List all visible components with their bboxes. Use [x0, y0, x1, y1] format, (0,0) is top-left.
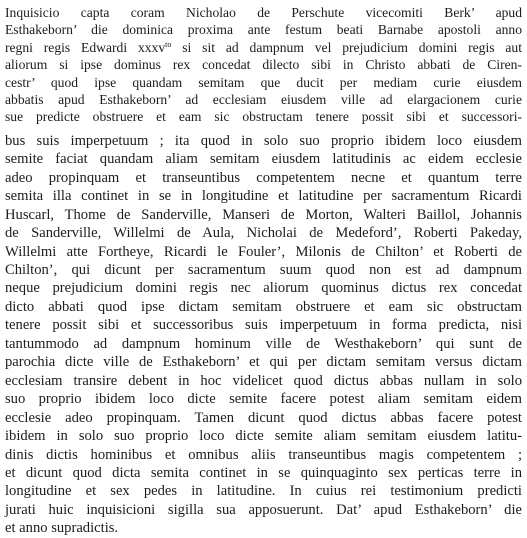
text-line: ecclesiam transire debent in hoc videlicet quod dictus abbas nullam in solo: [5, 372, 522, 389]
text-line: ibidem in solo suo proprio loco dicte semite aliam semitam eiusdem latitu-: [5, 428, 522, 445]
text-line: parochia dicte ville de Esthakeborn’ et qui per dictam semitam versus dictam: [5, 354, 522, 371]
text-line: suo proprio ibidem loco dicte semite facere potest aliam semitam eidem: [5, 391, 522, 408]
text-line: Inquisicio capta coram Nicholao de Perschute vicecomiti Berk’ apud: [5, 5, 522, 20]
document-page: [5, 4, 522, 538]
text-line: tantummodo ad dampnum hominum ville de Westhakeborn’ qui sunt de: [5, 335, 522, 352]
text-line: [5, 39, 522, 56]
text-line: adeo propinquam et transeuntibus competentem necne et quantum terre: [5, 169, 522, 186]
text-line: neque prejudicium domini regis nec aliorum quominus dictus rex concedat: [5, 280, 522, 297]
text-line: Willelmi atte Fortheye, Ricardi le Fouler’, Milonis de Chilton’ et Roberti de: [5, 243, 522, 260]
text-line: semite faciat quandam aliam semitam eiusdem latitudinis ac eidem ecclesie: [5, 151, 522, 168]
text-fragment: regni regis Edwardi xxxv: [5, 39, 166, 55]
text-line: Esthakeborn’ die dominica proxima ante festum beati Barnabe apostoli anno: [5, 22, 522, 38]
text-line: ecclesie adeo propinquam. Tamen dicunt quod dictus abbas facere potest: [5, 409, 522, 426]
text-line: Chilton’, qui dicunt per sacramentum suum quod non est ad dampnum: [5, 262, 522, 279]
text-line: et dicunt quod dicta semita continet in se quinquaginto sex perticas terre in: [5, 465, 522, 481]
text-line: bus suis imperpetuum ; ita quod in solo suo proprio ibidem loco eiusdem: [5, 132, 522, 149]
text-line: Huscarl, Thome de Sanderville, Manseri de Morton, Walteri Baillol, Johannis: [5, 206, 522, 223]
text-line: dicto abbati quod ipse dictam semitam obstruere et eam sic obstructam: [5, 298, 522, 315]
text-line: cestr’ quod ipse quandam semitam que ducit per mediam curie eiusdem: [5, 74, 522, 90]
text-line: de Sanderville, Willelmi de Aula, Nicholai de Medeford’, Roberti Pakeday,: [5, 225, 522, 242]
text-line: semita illa continet in se in longitudine et latitudine per sacramentum Ricardi: [5, 188, 522, 205]
text-fragment: si sit ad dampnum vel prejudicium domini regis aut: [171, 39, 522, 55]
text-line: abbatis apud Esthakeborn’ ad ecclesiam eiusdem ville ad elargacionem curie: [5, 92, 522, 108]
text-line: dinis dictis hominibus et omnibus aliis transeuntibus magis competentem ;: [5, 446, 522, 463]
inquisition-heading-paragraph: [5, 4, 522, 126]
text-line: jurati huic inquisicioni sigilla sua apposuerunt. Dat’ apud Esthakeborn’ die: [5, 501, 522, 518]
text-line: et anno supradictis.: [5, 520, 119, 537]
text-line: tenere possit sibi et successoribus suis imperpetuum in forma predicta, nisi: [5, 317, 522, 334]
inquisition-body-paragraph: [5, 132, 522, 538]
text-line: aliorum si ipse dominus rex concedat dilecto sibi in Christo abbati de Ciren-: [5, 57, 522, 73]
text-line: longitudine et sex pedes in latitudine. In cuius rei testimonium predicti: [5, 483, 522, 500]
text-line: sue predicte obstruere et eam sic obstructam tenere possit sibi et successori-: [5, 109, 522, 125]
superscript-fragment: to: [165, 39, 172, 49]
